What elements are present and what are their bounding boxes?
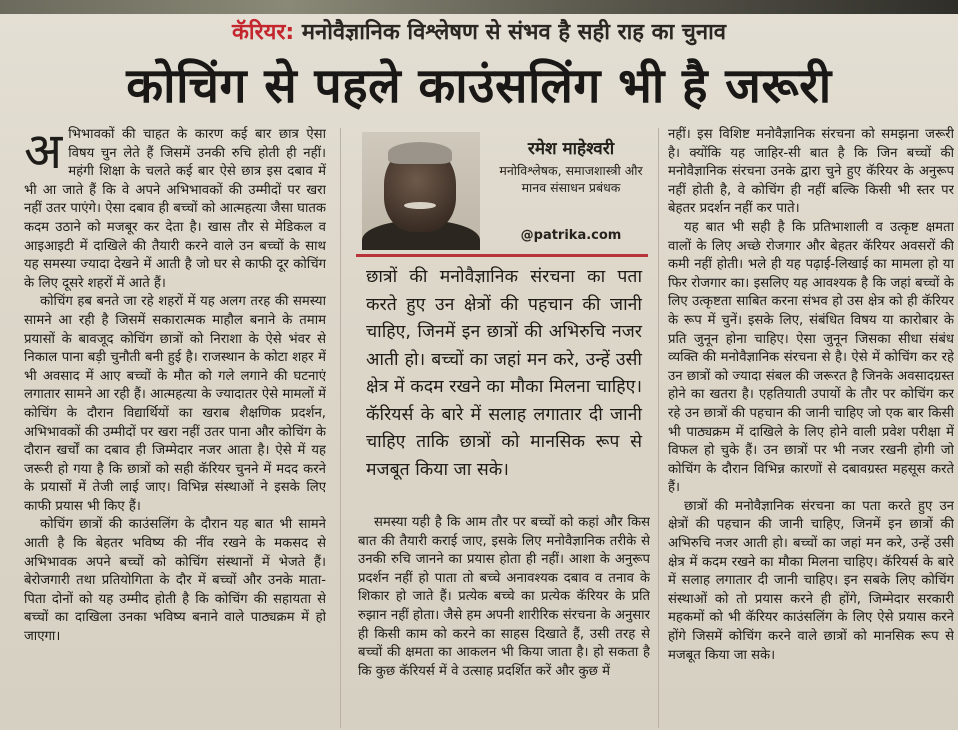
column-divider bbox=[658, 128, 659, 728]
article-column-2 bbox=[358, 514, 650, 728]
column-divider bbox=[340, 128, 341, 728]
paragraph: समस्या यही है कि आम तौर पर बच्चों को कहां और किस बात की तैयारी कराई जाए, इसके लिए मनोवैज्ञानिक तरीके से उनकी रुचि जानने का प्रयास होता ही नहीं। आशा के अनुरूप प्रदर्शन नहीं हो पाता तो बच्चे अनावश्यक दबाव व तनाव के शिकार हो जाते हैं। प्रत्येक बच्चे का प्रत्येक कॅरियर के प्रति रुझान नहीं होता। जैसे हम अपनी शारीरिक संरचना के अनुसार ही किसी काम को करने का साहस दिखाते हैं, उसी तरह से बच्चों की क्षमता का आकलन भी किया जाता है। हो सकता है कि कुछ कॅरियर्स में वे उत्साह प्रदर्शित करें और कुछ में bbox=[358, 515, 650, 679]
paragraph: नहीं। इस विशिष्ट मनोवैज्ञानिक संरचना को समझना जरूरी है। क्योंकि यह जाहिर-सी बात है कि जिन बच्चों की मनोवैज्ञानिक संरचना उनके द्वारा चुने हुए कॅरियर के अनुरूप नहीं होती है, वे कोचिंग ही नहीं बल्कि किसी भी स्तर पर बेहतर प्रदर्शन नहीं कर पाते। bbox=[668, 127, 954, 217]
kicker-label: कॅरियर: bbox=[232, 20, 295, 45]
article-column-1 bbox=[24, 126, 326, 726]
author-name: रमेश माहेश्वरी bbox=[527, 139, 615, 159]
paragraph: कोचिंग छात्रों की काउंसलिंग के दौरान यह बात भी सामने आती है कि बेहतर भविष्य की नींव रखने के मकसद से अभिभावक अपने बच्चों को कोचिंग संस्थानों में भेजते हैं। बेरोजगारी तथा प्रतियोगिता के दौर में बच्चों और उनके माता-पिता दोनों को यह उम्मीद होती है कि कोचिंग की सहायता से बच्चों का दाखिला उनका भविष्य बनाने वाले पाठ्यक्रम में हो जाएगा। bbox=[24, 517, 326, 645]
article-column-3 bbox=[668, 126, 954, 726]
author-box bbox=[356, 128, 648, 252]
author-role: मनोविश्लेषक, समाजशास्त्री और मानव संसाधन प्रबंधक bbox=[499, 163, 643, 195]
page-title: कोचिंग से पहले काउंसलिंग भी है जरूरी bbox=[126, 58, 832, 114]
pullquote-rule bbox=[356, 254, 648, 257]
paragraph: छात्रों की मनोवैज्ञानिक संरचना का पता करते हुए उन क्षेत्रों की पहचान की जानी चाहिए, जिनमें इन छात्रों की अभिरुचि नजर आती हो। बच्चों का जहां मन करे, उन्हें उसी क्षेत्र में कदम रखने का मौका मिलना चाहिए। कॅरियर्स के बारे में सलाह लगातार दी जानी चाहिए। इन सबके लिए कोचिंग संस्थाओं को तो प्रयास करने ही होंगे, जिम्मेदार सरकारी महकमों को भी कॅरियर काउंसलिंग के लिए ऐसे प्रयास करने होंगे जिसमें कोचिंग करने वाले छात्रों को मानसिक रूप से मजबूत किया जा सके। bbox=[668, 498, 954, 663]
author-photo bbox=[362, 132, 480, 250]
paragraph: यह बात भी सही है कि प्रतिभाशाली व उत्कृष्ट क्षमता वालों के लिए अच्छे रोजगार और बेहतर कॅरियर अवसरों की कमी नहीं होती। भले ही यह पढ़ाई-लिखाई का मामला हो या फिर रोजगार का। इसलिए यह आवश्यक है कि जहां बच्चों के लिए उत्कृष्टता साबित करना संभव हो उस क्षेत्र को ही कॅरियर के रूप में चुनें। इसके लिए, संबंधित विषय या कारोबार के प्रति जुनून होना चाहिए। ऐसा जुनून जिसका सीधा संबंध व्यक्ति की मनोवैज्ञानिक संरचना से है। ऐसे में कोचिंग कर रहे उन छात्रों को ज्यादा संबल की जरूरत है जिनके अवसादग्रस्त होने का खतरा है। एहतियाती उपायों के तौर पर कोचिंग कर रहे उन छात्रों की पहचान की जानी चाहिए जो एक बार किसी भी पाठ्यक्रम में दाखिले के लिए होने वाली प्रवेश परीक्षा में विफल हो चुके हैं। उन छात्रों पर भी नजर रखनी होगी जो कोचिंग के दौरान विभिन्न कारणों से दबावग्रस्त महसूस करते हैं। bbox=[668, 219, 954, 496]
paragraph: भिभावकों की चाहत के कारण कई बार छात्र ऐसा विषय चुन लेते हैं जिसमें उनकी रुचि होती ही नहीं। महंगी शिक्षा के चलते कई बार ऐसे छात्र इस दबाव में भी आ जाते हैं कि वे अपने अभिभावकों की उम्मीदों पर खरा नहीं उतर पाएंगे। ऐसा दबाव ही बच्चों को आत्महत्या जैसा घातक कदम उठाने को मजबूर कर देता है। खास तौर से मेडिकल व आइआइटी में दाखिले की तैयारी करने वाले उन बच्चों के साथ यह समस्या ज्यादा देखने में आती है जो घर से काफी दूर कोचिंग के लिए दूसरे शहरों में आते हैं। bbox=[24, 127, 326, 291]
paragraph: कोचिंग हब बनते जा रहे शहरों में यह अलग तरह की समस्या सामने आ रही है जिसमें सकारात्मक माहौल बनाने के तमाम प्रयासों के बावजूद कोचिंग छात्रों को निराशा के ऐसे भंवर से निकाल पाना बड़ी चुनौती बनी हुई है। राजस्थान के कोटा शहर में भी अवसाद में आए बच्चों के मौत को गले लगाने की घटनाएं लगातार सामने आ रही हैं। आत्महत्या के ज्यादातर ऐसे मामलों में कोचिंग के दौरान विद्यार्थियों का खराब शैक्षणिक प्रदर्शन, अभिभावकों की उम्मीदों पर खरा नहीं उतर पाना और कोचिंग के दौरान खर्चों का दबाव ही जिम्मेदार नजर आता है। ऐसे में यह जरूरी हो गया है कि छात्रों को सही कॅरियर चुनने में मदद करने के प्रयासों में तेजी लाई जाए। विभिन्न संस्थाओं ने इसके लिए काफी प्रयास भी किए हैं। bbox=[24, 294, 326, 514]
drop-cap: अ bbox=[24, 126, 63, 180]
top-image-strip bbox=[0, 0, 958, 14]
pullquote: छात्रों की मनोवैज्ञानिक संरचना का पता करते हुए उन क्षेत्रों की पहचान की जानी चाहिए, जिनमें इन छात्रों की अभिरुचि नजर आती हो। बच्चों का जहां मन करे, उन्हें उसी क्षेत्र में कदम रखने का मौका मिलना चाहिए। कॅरियर्स के बारे में सलाह लगातार दी जानी चाहिए ताकि छात्रों को मानसिक रूप से मजबूत किया जा सके। bbox=[366, 267, 642, 480]
kicker-line bbox=[0, 16, 958, 46]
author-handle: @patrika.com bbox=[520, 228, 622, 243]
kicker-text: मनोवैज्ञानिक विश्लेषण से संभव है सही राह का चुनाव bbox=[301, 20, 726, 45]
